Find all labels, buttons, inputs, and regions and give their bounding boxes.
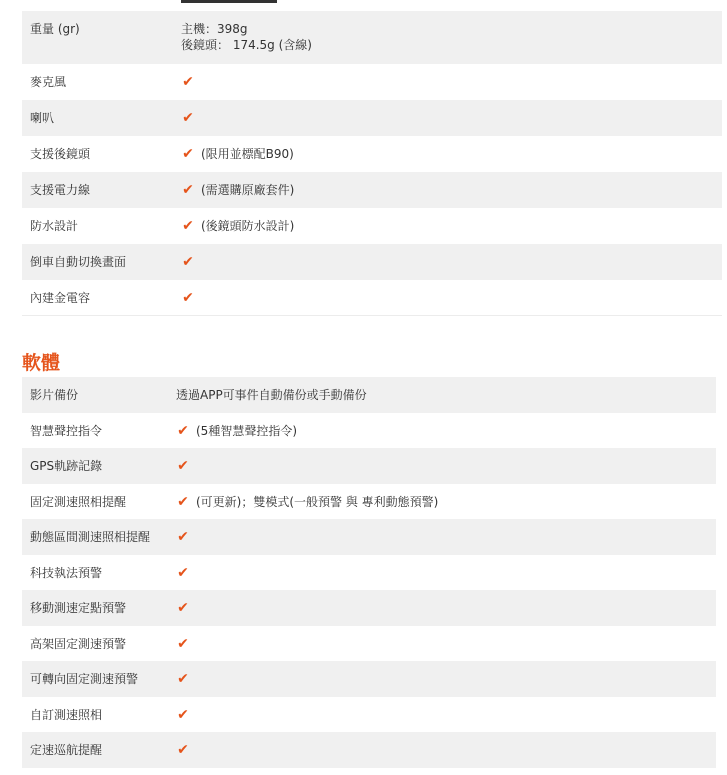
spec-value xyxy=(181,172,294,198)
spec-label: 支援後鏡頭 xyxy=(30,147,91,161)
table-row xyxy=(22,208,722,244)
spec-note: (可更新)；雙模式(一般預警 與 專利動態預警) xyxy=(196,494,439,509)
spec-value xyxy=(181,136,294,162)
spec-value xyxy=(181,244,201,270)
software-spec-table xyxy=(22,377,716,768)
table-row xyxy=(22,11,722,64)
table-row xyxy=(22,136,722,172)
spec-value xyxy=(176,555,196,581)
table-row xyxy=(22,172,722,208)
spec-label: 定速巡航提醒 xyxy=(30,743,103,757)
check-icon: ✔ xyxy=(177,422,189,439)
check-icon: ✔ xyxy=(182,254,194,270)
spec-label: 自訂測速照相 xyxy=(30,707,103,722)
spec-label: GPS軌跡記錄 xyxy=(30,459,103,473)
table-row xyxy=(22,519,716,555)
spec-note: (限用並標配B90) xyxy=(201,147,294,161)
spec-label: 麥克風 xyxy=(30,75,67,89)
check-icon: ✔ xyxy=(177,529,189,545)
check-icon: ✔ xyxy=(182,74,194,90)
spec-label: 高架固定測速預警 xyxy=(30,636,127,651)
table-row xyxy=(22,661,716,697)
spec-label: 重量 (gr) xyxy=(30,22,80,36)
table-row xyxy=(22,64,722,100)
spec-label: 倒車自動切換畫面 xyxy=(30,255,127,269)
spec-label: 可轉向固定測速預警 xyxy=(30,672,139,686)
check-icon: ✔ xyxy=(177,564,189,581)
spec-value xyxy=(176,377,367,403)
table-row xyxy=(22,555,716,591)
hardware-spec-table xyxy=(22,11,722,316)
table-row xyxy=(22,626,716,662)
spec-value xyxy=(181,208,294,234)
spec-note: 透過APP可事件自動備份或手動備份 xyxy=(176,388,367,402)
check-icon: ✔ xyxy=(177,458,189,474)
spec-note: (後鏡頭防水設計) xyxy=(201,219,295,233)
spec-label: 支援電力線 xyxy=(30,183,91,197)
spec-value xyxy=(176,732,196,758)
spec-value xyxy=(176,448,196,474)
table-row xyxy=(22,413,716,449)
spec-value xyxy=(181,100,201,126)
spec-label: 喇叭 xyxy=(30,111,55,125)
spec-note: (需選購原廠套件) xyxy=(201,183,295,197)
spec-label: 影片備份 xyxy=(30,388,79,402)
spec-label: 動態區間測速照相提醒 xyxy=(30,530,151,544)
check-icon: ✔ xyxy=(177,635,189,652)
check-icon: ✔ xyxy=(182,182,194,198)
spec-value xyxy=(176,519,196,545)
check-icon: ✔ xyxy=(182,218,194,234)
spec-label: 內建金電容 xyxy=(30,291,91,305)
check-icon: ✔ xyxy=(182,146,194,162)
table-row xyxy=(22,697,716,733)
table-row xyxy=(22,732,716,768)
spec-value xyxy=(181,64,201,90)
check-icon: ✔ xyxy=(177,671,189,687)
table-row xyxy=(22,590,716,626)
check-icon: ✔ xyxy=(177,493,189,510)
section-title-software: 軟體 xyxy=(22,352,61,374)
spec-value xyxy=(176,697,196,723)
spec-note: (5種智慧聲控指令) xyxy=(196,423,297,438)
top-divider xyxy=(181,0,277,3)
spec-label: 移動測速定點預警 xyxy=(30,601,127,615)
spec-label: 固定測速照相提醒 xyxy=(30,494,127,509)
spec-value-line: 後鏡頭： 174.5g (含線) xyxy=(181,38,312,52)
spec-value xyxy=(181,280,201,306)
table-row xyxy=(22,377,716,413)
check-icon: ✔ xyxy=(182,110,194,126)
spec-label: 智慧聲控指令 xyxy=(30,423,103,438)
table-row xyxy=(22,484,716,520)
spec-label: 防水設計 xyxy=(30,219,79,233)
table-row xyxy=(22,280,722,316)
spec-value xyxy=(176,590,196,616)
spec-value-line: 主機：398g xyxy=(181,22,248,36)
check-icon: ✔ xyxy=(177,600,189,616)
spec-value xyxy=(176,661,196,687)
spec-value xyxy=(176,484,438,510)
check-icon: ✔ xyxy=(177,706,189,723)
table-row xyxy=(22,448,716,484)
spec-value xyxy=(176,626,196,652)
check-icon: ✔ xyxy=(177,742,189,758)
spec-value xyxy=(181,11,312,53)
table-row xyxy=(22,244,722,280)
check-icon: ✔ xyxy=(182,290,194,306)
table-row xyxy=(22,100,722,136)
spec-value xyxy=(176,413,297,439)
spec-label: 科技執法預警 xyxy=(30,565,103,580)
